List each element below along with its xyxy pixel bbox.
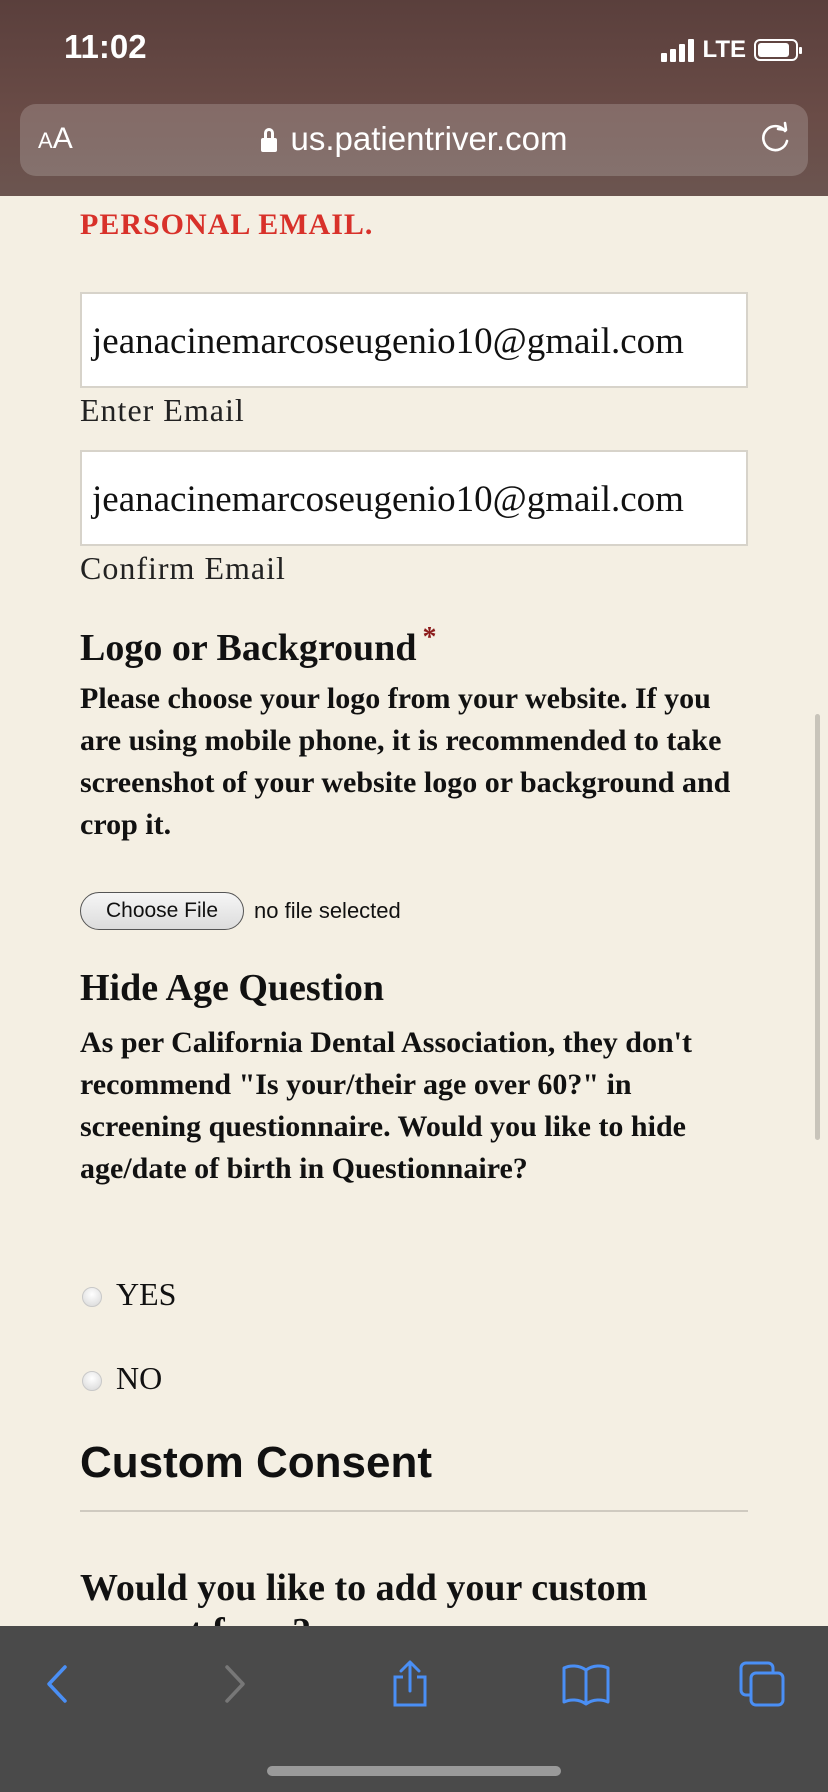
confirm-email-label: Confirm Email — [80, 550, 286, 586]
network-type: LTE — [702, 36, 746, 63]
section-divider — [80, 1510, 748, 1512]
home-indicator[interactable] — [267, 1766, 561, 1776]
lock-icon — [261, 138, 277, 152]
yes-label[interactable]: YES — [116, 1276, 177, 1312]
reader-options-button[interactable]: AA — [38, 122, 73, 155]
page-content — [0, 196, 828, 1626]
file-status: no file selected — [254, 898, 401, 923]
email-label: Enter Email — [80, 392, 245, 428]
back-icon — [43, 1663, 73, 1705]
reload-icon[interactable] — [758, 122, 792, 156]
tabs-button[interactable] — [734, 1656, 790, 1712]
age-heading: Hide Age Question — [80, 967, 385, 1009]
share-icon — [389, 1659, 431, 1709]
signal-icon — [661, 38, 694, 62]
bookmarks-icon — [561, 1662, 611, 1706]
share-button[interactable] — [382, 1656, 438, 1712]
battery-icon — [754, 39, 798, 61]
logo-heading: Logo or Background * — [80, 622, 437, 669]
tabs-icon — [738, 1660, 786, 1708]
age-description: As per California Dental Association, they don't recommend "Is your/their age over 60?" in screening questionnaire. Would you like to hide age/date of birth in Questionnaire? — [80, 1026, 692, 1185]
browser-header — [0, 0, 828, 196]
section-heading: PERSONAL EMAIL. — [80, 208, 374, 241]
choose-file-button[interactable]: Choose File — [80, 892, 244, 930]
forward-button[interactable] — [206, 1656, 262, 1712]
yes-radio[interactable] — [82, 1287, 102, 1307]
required-asterisk: * — [422, 622, 437, 653]
no-label[interactable]: NO — [116, 1360, 163, 1396]
back-button[interactable] — [30, 1656, 86, 1712]
address-bar[interactable] — [20, 104, 808, 176]
bookmarks-button[interactable] — [558, 1656, 614, 1712]
custom-consent-title: Custom Consent — [80, 1438, 432, 1487]
logo-instructions: Please choose your logo from your website. If you are using mobile phone, it is recommended to take screenshot of your website logo or background and crop it. — [80, 682, 731, 841]
url-text: us.patientriver.com — [290, 120, 568, 157]
status-time: 11:02 — [64, 28, 147, 65]
forward-icon — [219, 1663, 249, 1705]
email-field[interactable]: jeanacinemarcoseugenio10@gmail.com — [80, 292, 748, 388]
url-display[interactable] — [20, 120, 808, 158]
status-indicators — [661, 36, 798, 64]
consent-question: Would you like to add your custom — [80, 1567, 648, 1609]
scrollbar[interactable] — [815, 714, 820, 1140]
no-radio[interactable] — [82, 1371, 102, 1391]
confirm-email-field[interactable]: jeanacinemarcoseugenio10@gmail.com — [80, 450, 748, 546]
